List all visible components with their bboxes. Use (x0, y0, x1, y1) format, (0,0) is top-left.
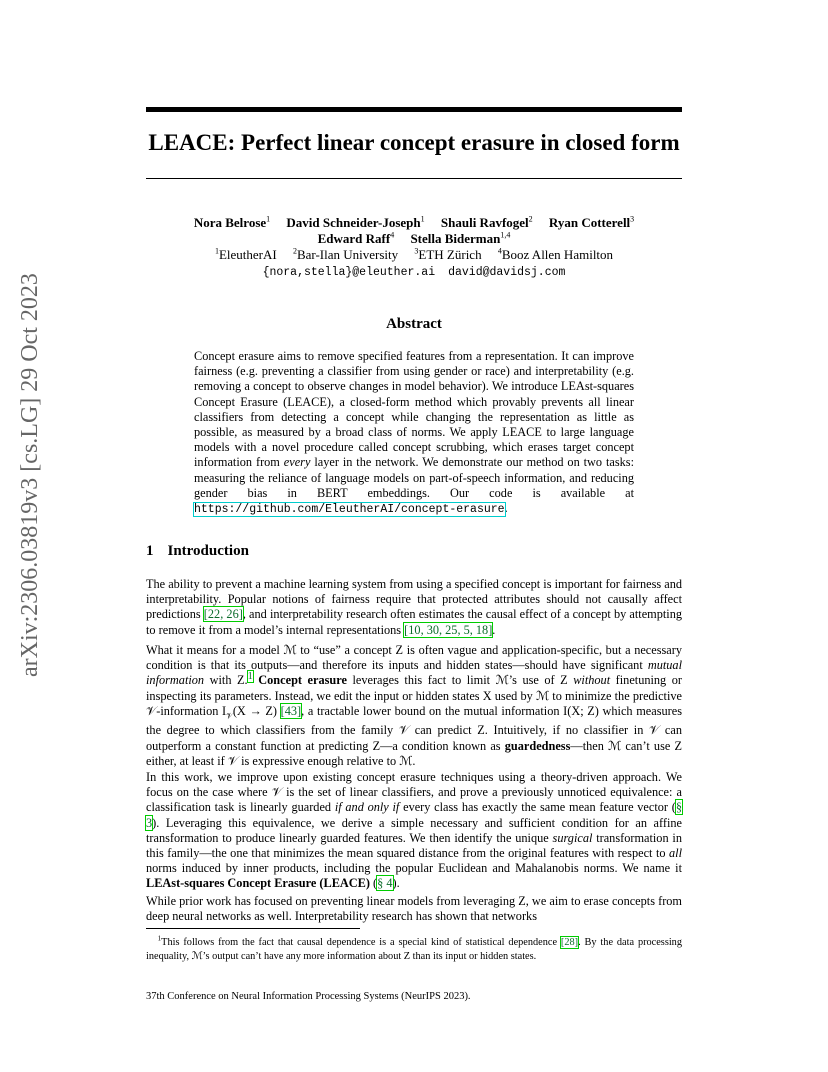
emphasis: mutual information (146, 658, 682, 688)
body-text: ). (392, 876, 400, 891)
body-text: . (492, 622, 496, 637)
body-text: ). Leveraging this equivalence, we derive a simple necessary and sufficient condition for an affine transformation to produce linearly guarded features. We then identify the unique (146, 815, 682, 845)
affiliation-mark: 3 (414, 246, 419, 256)
arxiv-identifier: arXiv:2306.03819v3 [cs.LG] 29 Oct 2023 (17, 273, 43, 677)
affiliations (146, 247, 682, 263)
emphasis: surgical (552, 830, 593, 845)
conference-note: 37th Conference on Neural Information Processing Systems (NeurIPS 2023). (146, 991, 471, 1002)
emails (146, 263, 682, 281)
abstract-body (194, 349, 634, 517)
author-affiliation-mark: 1 (266, 214, 271, 224)
body-text: with Z. (204, 673, 248, 688)
body-text: leverages this fact to limit ℳ’s use of Z (346, 673, 574, 688)
footnote-link[interactable]: 1 (247, 671, 253, 683)
citation-link[interactable]: [22, 26] (203, 607, 243, 622)
footnote-mark: 1 (157, 934, 162, 943)
section-heading (146, 543, 249, 560)
body-text: ( (369, 876, 378, 891)
body-text: What it means for a model ℳ to “use” a concept Z is often vague and application-specific, but a necessary condition is that its outputs—and therefore its inputs and hidden states—should have significant (146, 643, 682, 673)
footnote-text: . By the data processing inequality, ℳ’s output can’t have any more information about Z than its input or hidden states. (146, 937, 682, 962)
affiliation-name: ETH Zürich (418, 247, 482, 262)
author-name: Stella Biderman (410, 231, 501, 246)
affiliation-mark: 2 (292, 246, 297, 256)
author-block (146, 215, 682, 281)
email-address[interactable]: david@davidsj.com (448, 266, 566, 279)
footnote (146, 936, 682, 964)
footnote-rule (146, 928, 360, 929)
authors-line-1 (146, 215, 682, 231)
affiliation-mark: 1 (214, 246, 219, 256)
body-text: every class has exactly the same mean feature vector ( (399, 800, 676, 815)
abstract-text: layer in the network. We demonstrate our method on two tasks: measuring the reliance of language models on part-of-speech information, and reducing gender bias in BERT embeddings. Our code is available at (194, 455, 634, 500)
emphasis: without (573, 673, 611, 688)
footnote-text: This follows from the fact that causal dependence is a special kind of statistical dependence (161, 937, 561, 948)
abstract-text: Concept erasure aims to remove specified features from a representation. It can improve fairness (e.g. preventing a classifier from using gender or race) and interpretability (e.g. removing a concept to observe changes in model behavior). We introduce LEAst-squares Concept Erasure (LEACE), a closed-form method which provably prevents all linear classifiers from detecting a concept while changing the representation as little as possible, as measured by a broad class of norms. We apply LEACE to large language models with a novel procedure called concept scrubbing, which erases target concept information from (194, 349, 634, 470)
body-text: (X → Z) (232, 703, 281, 718)
abstract-emphasis: every (283, 455, 311, 470)
intro-paragraph-3 (146, 770, 682, 892)
section-link[interactable]: § 3 (146, 800, 683, 830)
section-link[interactable]: § 4 (377, 876, 393, 891)
math-subscript: 𝒱 (226, 711, 233, 721)
emphasis: all (669, 846, 682, 861)
bold-term: guardedness (504, 738, 571, 753)
author-affiliation-mark: 1 (420, 214, 425, 224)
bold-term: LEAst-squares Concept Erasure (LEACE) (146, 876, 370, 891)
email-address[interactable]: {nora,stella}@eleuther.ai (262, 266, 436, 279)
author-affiliation-mark: 4 (390, 230, 395, 240)
title-top-rule (146, 107, 682, 112)
body-text: transformation in this family—the one that minimizes the mean squared distance from the original features with respect to (146, 830, 682, 861)
author-affiliation-mark: 2 (528, 214, 533, 224)
author-affiliation-mark: 1,4 (500, 230, 511, 240)
author-name: David Schneider-Joseph (286, 215, 421, 230)
affiliation-name: EleutherAI (218, 247, 277, 262)
title-bottom-rule (146, 178, 682, 179)
affiliation-mark: 4 (497, 246, 502, 256)
section-number: 1 (146, 543, 154, 559)
body-text: , a tractable lower bound on the mutual information I(X; Z) which measures the degree to which classifiers from the family 𝒱 can predict Z. Intuitively, if no classifier in 𝒱 can outperform a constant function at predicting Z—a condition known as (146, 703, 682, 753)
affiliation-name: Bar-Ilan University (296, 247, 399, 262)
author-name: Shauli Ravfogel (440, 215, 529, 230)
author-name: Ryan Cotterell (548, 215, 631, 230)
code-url-link[interactable]: https://github.com/EleutherAI/concept-erasure (194, 503, 505, 517)
body-text: In this work, we improve upon existing concept erasure techniques using a theory-driven approach. We focus on the case where 𝒱 is the set of linear classifiers, and prove a previously unnoticed equivalence: a classification task is linearly guarded (146, 770, 682, 815)
citation-link[interactable]: [10, 30, 25, 5, 18] (404, 622, 493, 637)
paper-title: LEACE: Perfect linear concept erasure in closed form (148, 130, 680, 155)
citation-link[interactable]: [28] (560, 937, 579, 948)
body-text: —then ℳ can’t use Z either, at least if 𝒱 is expressive enough relative to ℳ. (146, 738, 683, 768)
body-text: finetuning or inspecting its parameters. Instead, we edit the input or hidden states X used by ℳ to minimize the predictive 𝒱-information I (146, 673, 682, 718)
section-title: Introduction (167, 543, 249, 559)
author-name: Edward Raff (317, 231, 391, 246)
affiliation-name: Booz Allen Hamilton (501, 247, 614, 262)
authors-line-2 (146, 231, 682, 247)
citation-link[interactable]: [43] (280, 703, 302, 718)
intro-paragraph-4: While prior work has focused on preventing linear models from leveraging Z, we aim to erase concepts from deep neural networks as well. Interpretability research has shown that networks (146, 894, 682, 924)
abstract-text: . (504, 501, 508, 516)
intro-paragraph-2 (146, 643, 682, 769)
author-affiliation-mark: 3 (630, 214, 635, 224)
bold-term: Concept erasure (258, 673, 347, 688)
intro-paragraph-1 (146, 577, 682, 638)
body-text: , and interpretability research often estimates the causal effect of a concept by attempting to remove it from a model’s internal representations (146, 607, 682, 637)
abstract-heading: Abstract (386, 316, 442, 332)
body-text: The ability to prevent a machine learning system from using a specified concept is important for fairness and interpretability. Popular notions of fairness require that protected attributes should not causally affect predictions (146, 577, 682, 622)
emphasis: if and only if (334, 800, 400, 815)
author-name: Nora Belrose (193, 215, 267, 230)
body-text: norms induced by inner products, including the popular Euclidean and Mahalanobis norms. We name it (146, 861, 682, 876)
